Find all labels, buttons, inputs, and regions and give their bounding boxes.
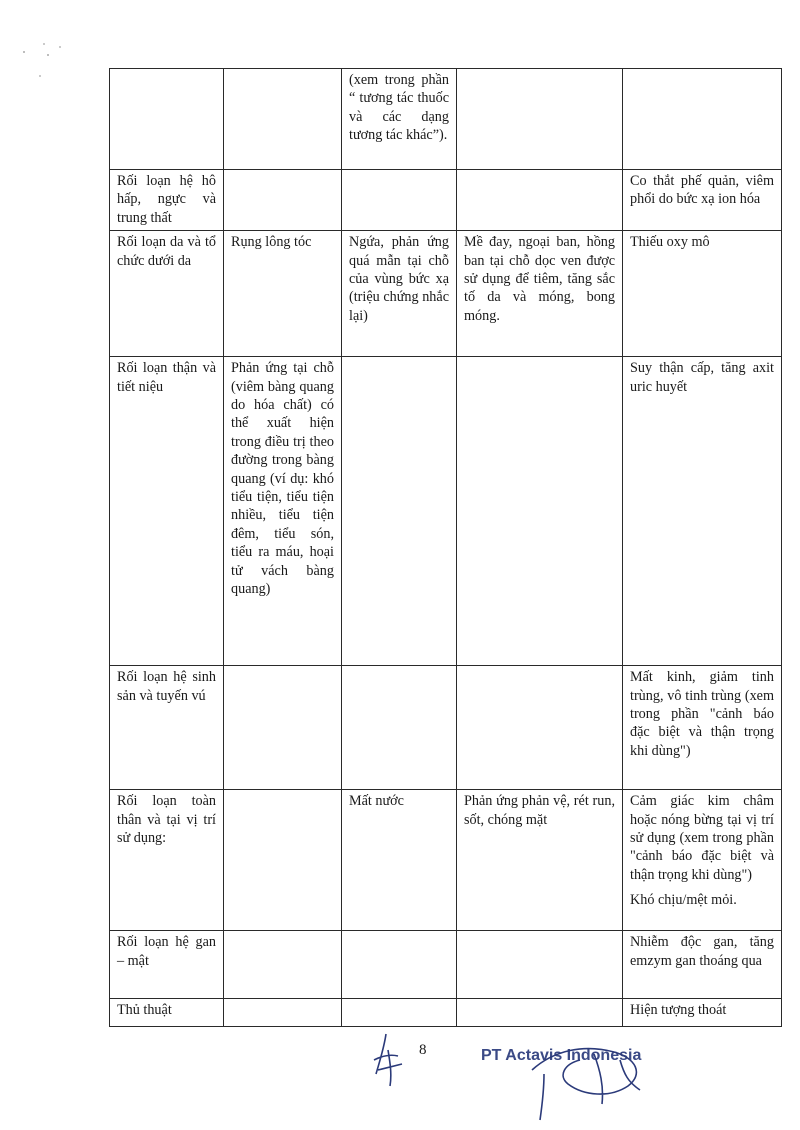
table-cell <box>342 666 457 790</box>
table-cell <box>224 666 342 790</box>
table-cell: Phản ứng tại chỗ (viêm bàng quang do hóa chất) có thể xuất hiện trong điều trị theo đường trong bàng quang (ví dụ: khó tiểu tiện, tiểu tiện nhiều, tiểu tiện đêm, tiểu són, tiểu ra máu, hoại tử vách bàng quang) <box>224 357 342 666</box>
table-cell: (xem trong phần “ tương tác thuốc và các dạng tương tác khác”). <box>342 69 457 170</box>
table-row <box>110 231 782 357</box>
company-stamp: PT Actavis Indonesia <box>481 1047 642 1064</box>
table-cell: Nhiễm độc gan, tăng emzym gan thoáng qua <box>623 931 782 999</box>
table-cell <box>342 931 457 999</box>
table-cell: Phản ứng phản vệ, rét run, sốt, chóng mặt <box>457 790 623 931</box>
table-cell: Mề đay, ngoại ban, hồng ban tại chỗ dọc ven được sử dụng để tiêm, tăng sắc tố da và móng, bong móng. <box>457 231 623 357</box>
table-cell <box>224 999 342 1027</box>
table-cell: Rụng lông tóc <box>224 231 342 357</box>
table-cell: Suy thận cấp, tăng axit uric huyết <box>623 357 782 666</box>
table-row <box>110 931 782 999</box>
scan-specks <box>20 38 70 93</box>
table-cell: Thủ thuật <box>110 999 224 1027</box>
handwritten-signature <box>524 1030 654 1130</box>
table-cell <box>457 999 623 1027</box>
table-cell: Ngứa, phản ứng quá mẫn tại chỗ của vùng bức xạ (triệu chứng nhắc lại) <box>342 231 457 357</box>
table-cell: Mất kinh, giảm tinh trùng, vô tinh trùng (xem trong phần "cảnh báo đặc biệt và thận trọng khi dùng") <box>623 666 782 790</box>
table-cell <box>224 170 342 231</box>
table-cell <box>342 357 457 666</box>
table-row <box>110 999 782 1027</box>
table-cell <box>457 170 623 231</box>
table-cell <box>224 790 342 931</box>
page-number: 8 <box>419 1042 427 1058</box>
table-cell: Cảm giác kim châm hoặc nóng bừng tại vị trí sử dụng (xem trong phần "cảnh báo đặc biệt và thận trọng khi dùng") Khó chịu/mệt mỏi. <box>623 790 782 931</box>
table-cell <box>342 999 457 1027</box>
table-cell <box>457 357 623 666</box>
table-cell: Rối loạn hệ hô hấp, ngực và trung thất <box>110 170 224 231</box>
table-cell: Hiện tượng thoát <box>623 999 782 1027</box>
initials-signature <box>368 1030 408 1095</box>
table-cell <box>342 170 457 231</box>
table-row <box>110 666 782 790</box>
table-cell: Rối loạn toàn thân và tại vị trí sử dụng: <box>110 790 224 931</box>
table-cell: Thiếu oxy mô <box>623 231 782 357</box>
table-cell: Mất nước <box>342 790 457 931</box>
table-cell: Co thắt phế quản, viêm phổi do bức xạ ion hóa <box>623 170 782 231</box>
table-cell <box>224 69 342 170</box>
table-cell <box>224 931 342 999</box>
table-row <box>110 170 782 231</box>
table-cell <box>110 69 224 170</box>
table-cell: Rối loạn thận và tiết niệu <box>110 357 224 666</box>
table-cell <box>457 931 623 999</box>
table-cell <box>457 666 623 790</box>
table-row <box>110 357 782 666</box>
table-cell <box>457 69 623 170</box>
table-cell: Rối loạn hệ gan – mật <box>110 931 224 999</box>
table-row <box>110 790 782 931</box>
table-cell: Rối loạn hệ sinh sản và tuyến vú <box>110 666 224 790</box>
table-row <box>110 69 782 170</box>
table-cell <box>623 69 782 170</box>
table-cell: Rối loạn da và tổ chức dưới da <box>110 231 224 357</box>
adverse-reactions-table <box>109 68 782 1027</box>
